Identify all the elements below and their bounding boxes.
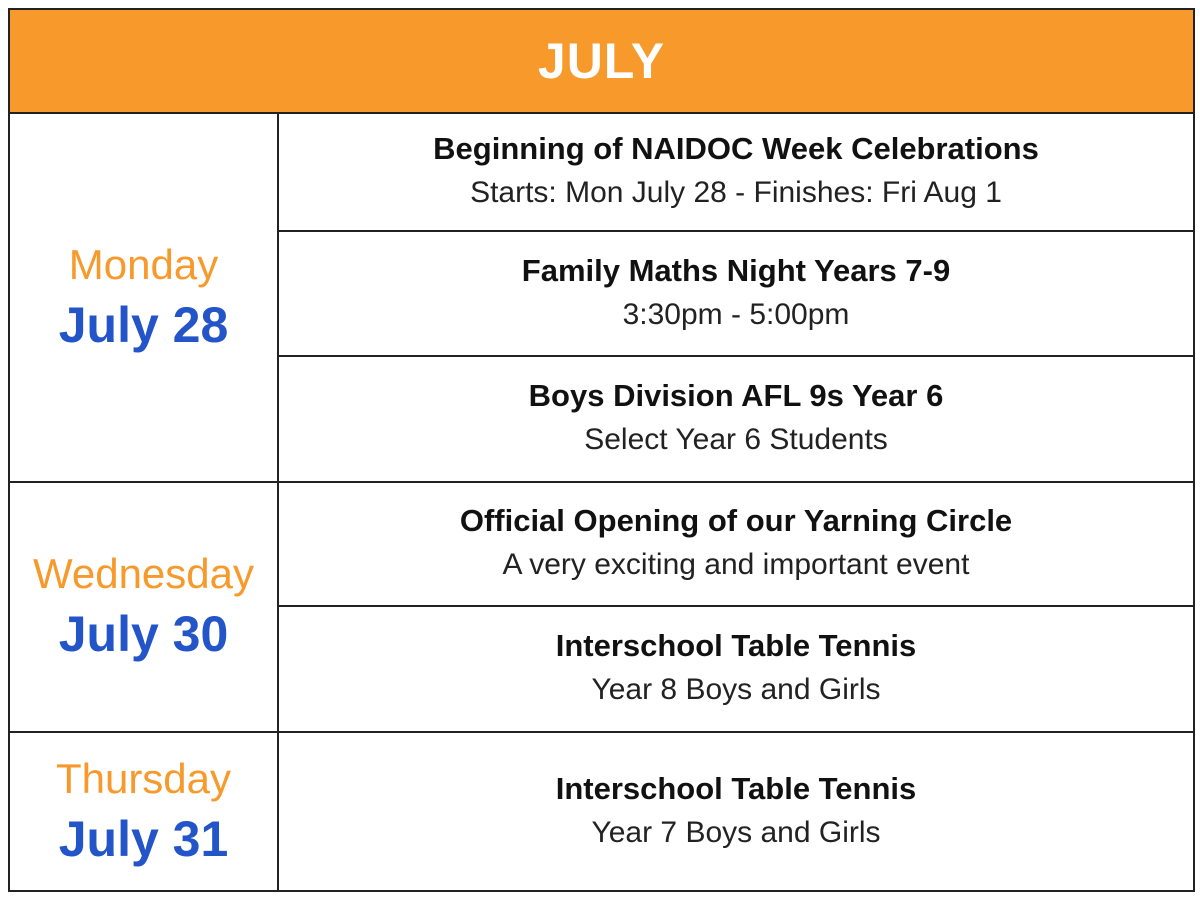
events-list — [279, 114, 1193, 481]
day-date: July 31 — [58, 810, 229, 867]
month-title: JULY — [537, 33, 666, 89]
event-item — [279, 733, 1193, 890]
calendar-body — [10, 114, 1193, 890]
event-detail: Year 8 Boys and Girls — [591, 673, 881, 706]
event-detail: Year 7 Boys and Girls — [591, 815, 881, 849]
event-item — [279, 114, 1193, 232]
day-date: July 28 — [58, 296, 229, 353]
day-name: Monday — [68, 240, 219, 288]
day-name: Wednesday — [32, 550, 255, 597]
event-item — [279, 232, 1193, 357]
day-cell — [10, 114, 279, 481]
event-item — [279, 357, 1193, 481]
event-detail: A very exciting and important event — [502, 548, 970, 581]
event-detail: Starts: Mon July 28 - Finishes: Fri Aug 1 — [470, 176, 1002, 209]
event-item — [279, 607, 1193, 731]
event-title: Interschool Table Tennis — [555, 770, 917, 806]
day-cell — [10, 483, 279, 731]
calendar-table — [8, 8, 1195, 892]
day-name: Thursday — [55, 754, 232, 802]
event-detail: 3:30pm - 5:00pm — [622, 297, 850, 331]
event-title: Boys Division AFL 9s Year 6 — [528, 378, 944, 413]
month-header — [10, 10, 1193, 114]
day-block-wednesday — [10, 483, 1193, 733]
day-date: July 30 — [58, 606, 229, 662]
day-block-thursday — [10, 733, 1193, 890]
event-title: Beginning of NAIDOC Week Celebrations — [433, 131, 1039, 166]
event-detail: Select Year 6 Students — [584, 423, 888, 456]
events-list — [279, 733, 1193, 890]
event-title: Family Maths Night Years 7-9 — [521, 252, 951, 288]
events-list — [279, 483, 1193, 731]
event-title: Interschool Table Tennis — [555, 628, 917, 663]
event-title: Official Opening of our Yarning Circle — [459, 503, 1013, 538]
day-block-monday — [10, 114, 1193, 483]
day-cell — [10, 733, 279, 890]
event-item — [279, 483, 1193, 607]
